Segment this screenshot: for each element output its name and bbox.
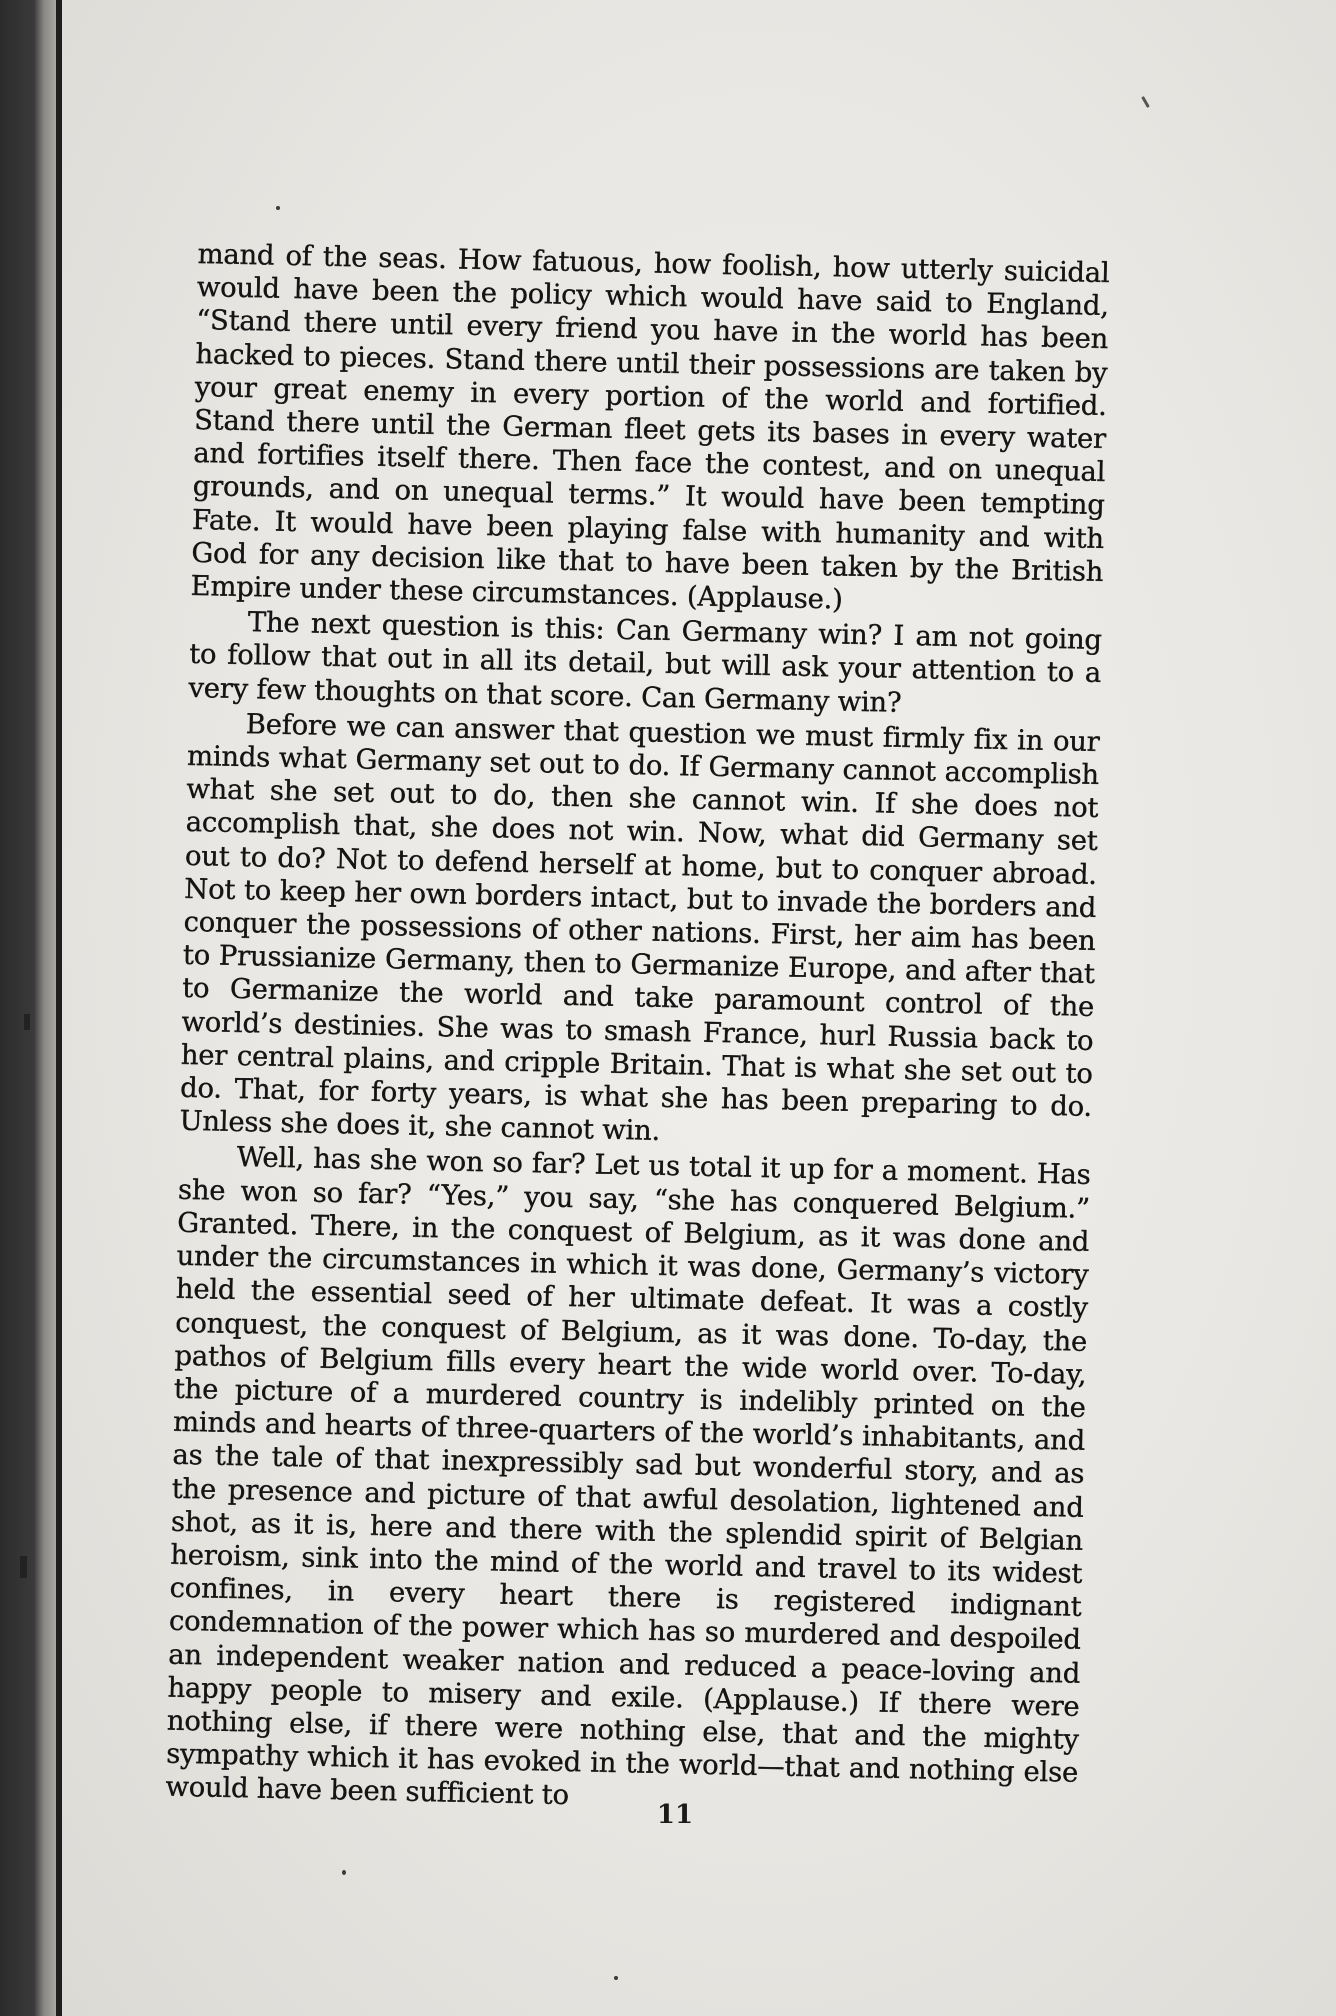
paragraph: The next question is this: Can Germany win? I am not going to follow that out in all its detail, but will ask your attention to a very few thoughts on that score. Can Germany win? (188, 607, 1103, 719)
paragraph: Well, has she won so far? Let us total it up for a moment. Has she won so far? “Yes,” you say, “she has conquered Belgium.” Granted. There, in the conquest of Belgium, as it was done and under the circumstances in which it was done, Germany’s victory held the essential seed of her ultimate defeat. It was a costly conquest, the conquest of Belgium, as it was done. To-day, the pathos of Belgium fills every heart the wide world over. To-day, the picture of a murdered country is indelibly printed on the minds and hearts of three-quarters of the world’s inhabitants, and as the tale of that inexpressibly sad but wonderful story, and as the presence and picture of that awful desolation, lightened and shot, as it is, here and there with the splendid spirit of Belgian heroism, sink into the mind of the world and travel to its widest confines, in every heart there is registered indignant condemnation of the power which has so murdered and despoiled an independent weaker nation and reduced a peace-loving and happy people to misery and exile. (Applause.) If there were nothing else, if there were nothing else, that and the mighty sympathy which it has evoked in the world—that and nothing else would have been sufficient to (165, 1142, 1091, 1812)
margin-mark (20, 1556, 27, 1578)
ink-speck (276, 206, 280, 210)
ink-speck (614, 1976, 618, 1980)
ink-speck (342, 1870, 346, 1875)
margin-mark (24, 1014, 30, 1030)
ink-speck (1141, 96, 1150, 108)
paragraph: Before we can answer that question we must firmly fix in our minds what Germany set out to do. If Germany cannot accomplish what she set out to do, then she cannot win. If she does not accomplish that, she does not win. Now, what did Germany set out to do? Not to defend herself at home, but to conquer abroad. Not to keep her own borders intact, but to invade the borders and conquer the possessions of other nations. First, her aim has been to Prussianize Germany, then to Germanize Europe, and after that to Germanize the world and take paramount control of the world’s destinies. She was to smash France, hurl Russia back to her central plains, and cripple Britain. That is what she set out to do. That, for forty years, is what she has been preparing to do. Unless she does it, she cannot win. (179, 708, 1100, 1148)
page-number: 11 (656, 1800, 694, 1830)
body-text (165, 238, 1110, 1823)
paragraph: mand of the seas. How fatuous, how foolish, how utterly suicidal would have been the policy which would have said to England, “Stand there until every friend you have in the world has been hacked to pieces. Stand there until their possessions are taken by your great enemy in every portion of the world and fortified. Stand there until the German fleet gets its bases in every water and fortifies itself there. Then face the contest, and on unequal grounds, and on unequal terms.” It would have been tempting Fate. It would have been playing false with humanity and with God for any decision like that to have been taken by the British Empire under these circumstances. (Applause.) (190, 238, 1110, 616)
